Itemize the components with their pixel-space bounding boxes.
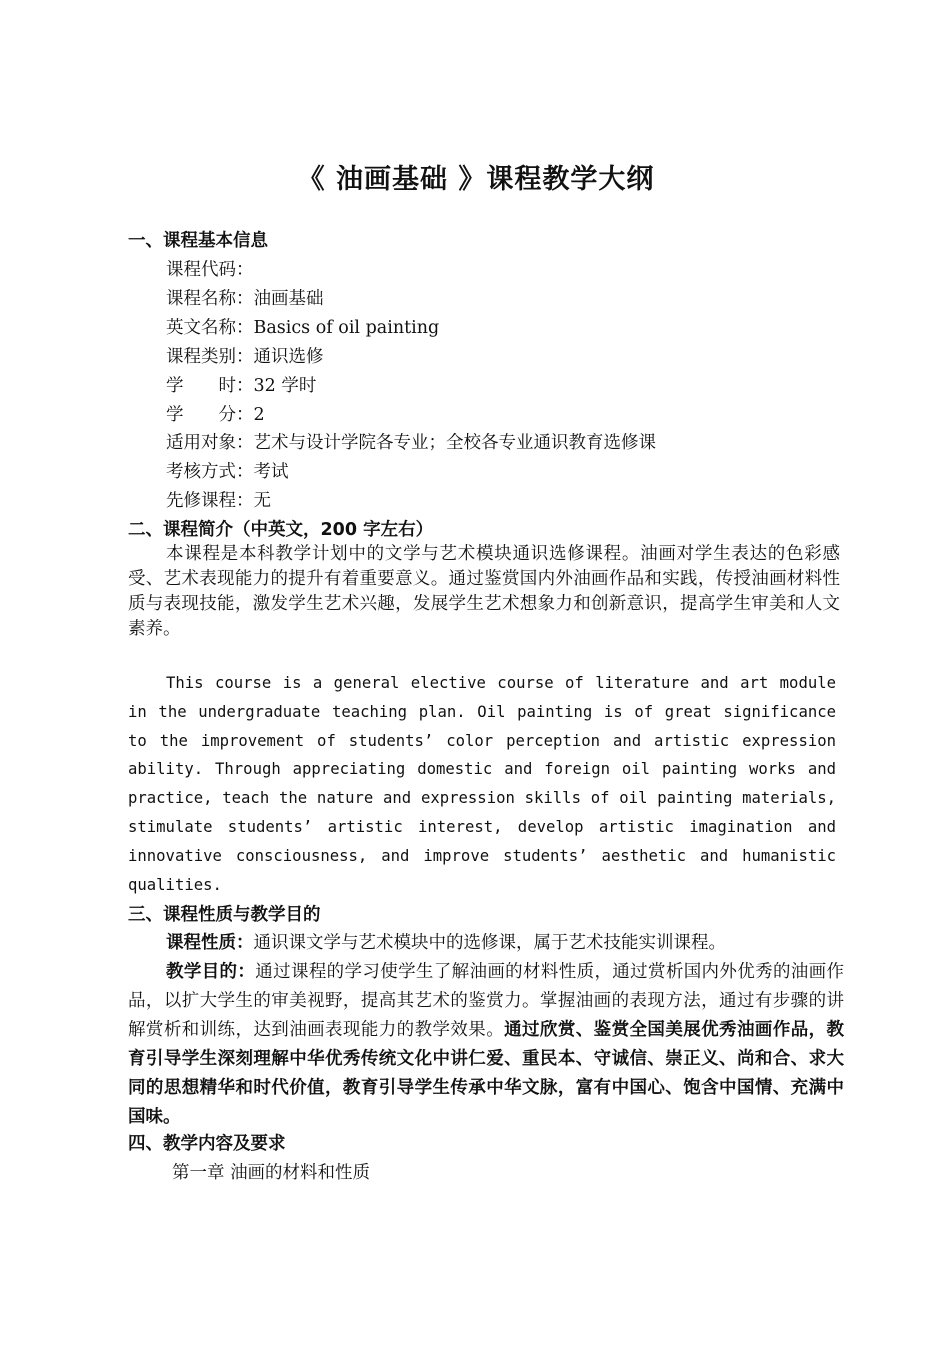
info-value: 2 [253, 405, 265, 425]
info-value: 32 学时 [253, 376, 317, 396]
info-label: 英文名称： [166, 318, 254, 338]
intro-english: This course is a general elective course of literature and art module in the undergraduate teaching plan. Oil painting is of great significance to the improvement of students’ color perception and artistic expression ability. Through appreciating domestic and foreign oil painting works and practice, teach the nature and expression skills of oil painting materials, stimulate students’ artistic interest, develop artistic imagination and innovative consciousness, and improve students’ aesthetic and humanistic qualities. [128, 674, 836, 894]
course-nature-paragraph [128, 929, 844, 958]
section-4-heading: 四、教学内容及要求 [128, 1134, 286, 1154]
intro-chinese: 本课程是本科教学计划中的文学与艺术模块通识选修课程。油画对学生表达的色彩感受、艺术表现能力的提升有着重要意义。通过鉴赏国内外油画作品和实践，传授油画材料性质与表现技能，激发学生艺术兴趣，发展学生艺术想象力和创新意识，提高学生审美和人文素养。 [128, 544, 840, 639]
info-assessment [166, 459, 289, 485]
info-label: 适用对象： [166, 433, 254, 453]
section-2-heading: 二、课程简介（中英文，200 字左右） [128, 520, 434, 540]
info-value: 油画基础 [253, 289, 324, 309]
info-label: 学 时： [166, 376, 254, 396]
teaching-goal-bold-text: 通过欣赏、鉴赏全国美展优秀油画作品，教育引导学生深刻理解中华优秀传统文化中讲仁爱、重民本、守诚信、崇正义、尚和合、求大同的思想精华和时代价值，教育引导学生传承中华文脉，富有中国心、饱含中国情、充满中国味。 [128, 1020, 845, 1127]
info-label: 课程名称： [166, 289, 254, 309]
info-course-name [166, 286, 324, 312]
info-value: 通识选修 [253, 347, 324, 367]
info-label: 先修课程： [166, 491, 254, 511]
info-value: 考试 [253, 462, 289, 482]
info-value: Basics of oil painting [253, 318, 440, 338]
info-value: 无 [253, 491, 271, 511]
info-credits [166, 402, 265, 428]
info-label: 课程代码： [166, 260, 254, 280]
course-nature-label: 课程性质： [166, 933, 254, 953]
info-hours [166, 373, 316, 399]
info-audience [166, 430, 656, 456]
info-english-name [166, 315, 439, 341]
info-prerequisite [166, 488, 271, 514]
info-label: 学 分： [166, 405, 254, 425]
info-course-code [166, 257, 254, 283]
teaching-goal-paragraph [128, 958, 844, 1132]
info-label: 课程类别： [166, 347, 254, 367]
chapter-1-title: 第一章 油画的材料和性质 [172, 1163, 371, 1183]
teaching-goal-label: 教学目的： [166, 962, 256, 982]
info-value: 艺术与设计学院各专业；全校各专业通识教育选修课 [253, 433, 656, 453]
info-course-type [166, 344, 324, 370]
info-label: 考核方式： [166, 462, 254, 482]
page-title: 《 油画基础 》课程教学大纲 [297, 164, 655, 195]
course-nature-text: 通识课文学与艺术模块中的选修课，属于艺术技能实训课程。 [253, 933, 726, 953]
section-3-heading: 三、课程性质与教学目的 [128, 905, 321, 925]
teaching-goal-text: 通过课程的学习使学生了解油画的材料性质，通过赏析国内外优秀的油画作品，以扩大学生的审美视野，提高其艺术的鉴赏力。掌握油画的表现方法，通过有步骤的讲解赏析和训练，达到油画表现能力的教学效果。 [128, 962, 845, 1040]
section-1-heading: 一、课程基本信息 [128, 231, 268, 251]
